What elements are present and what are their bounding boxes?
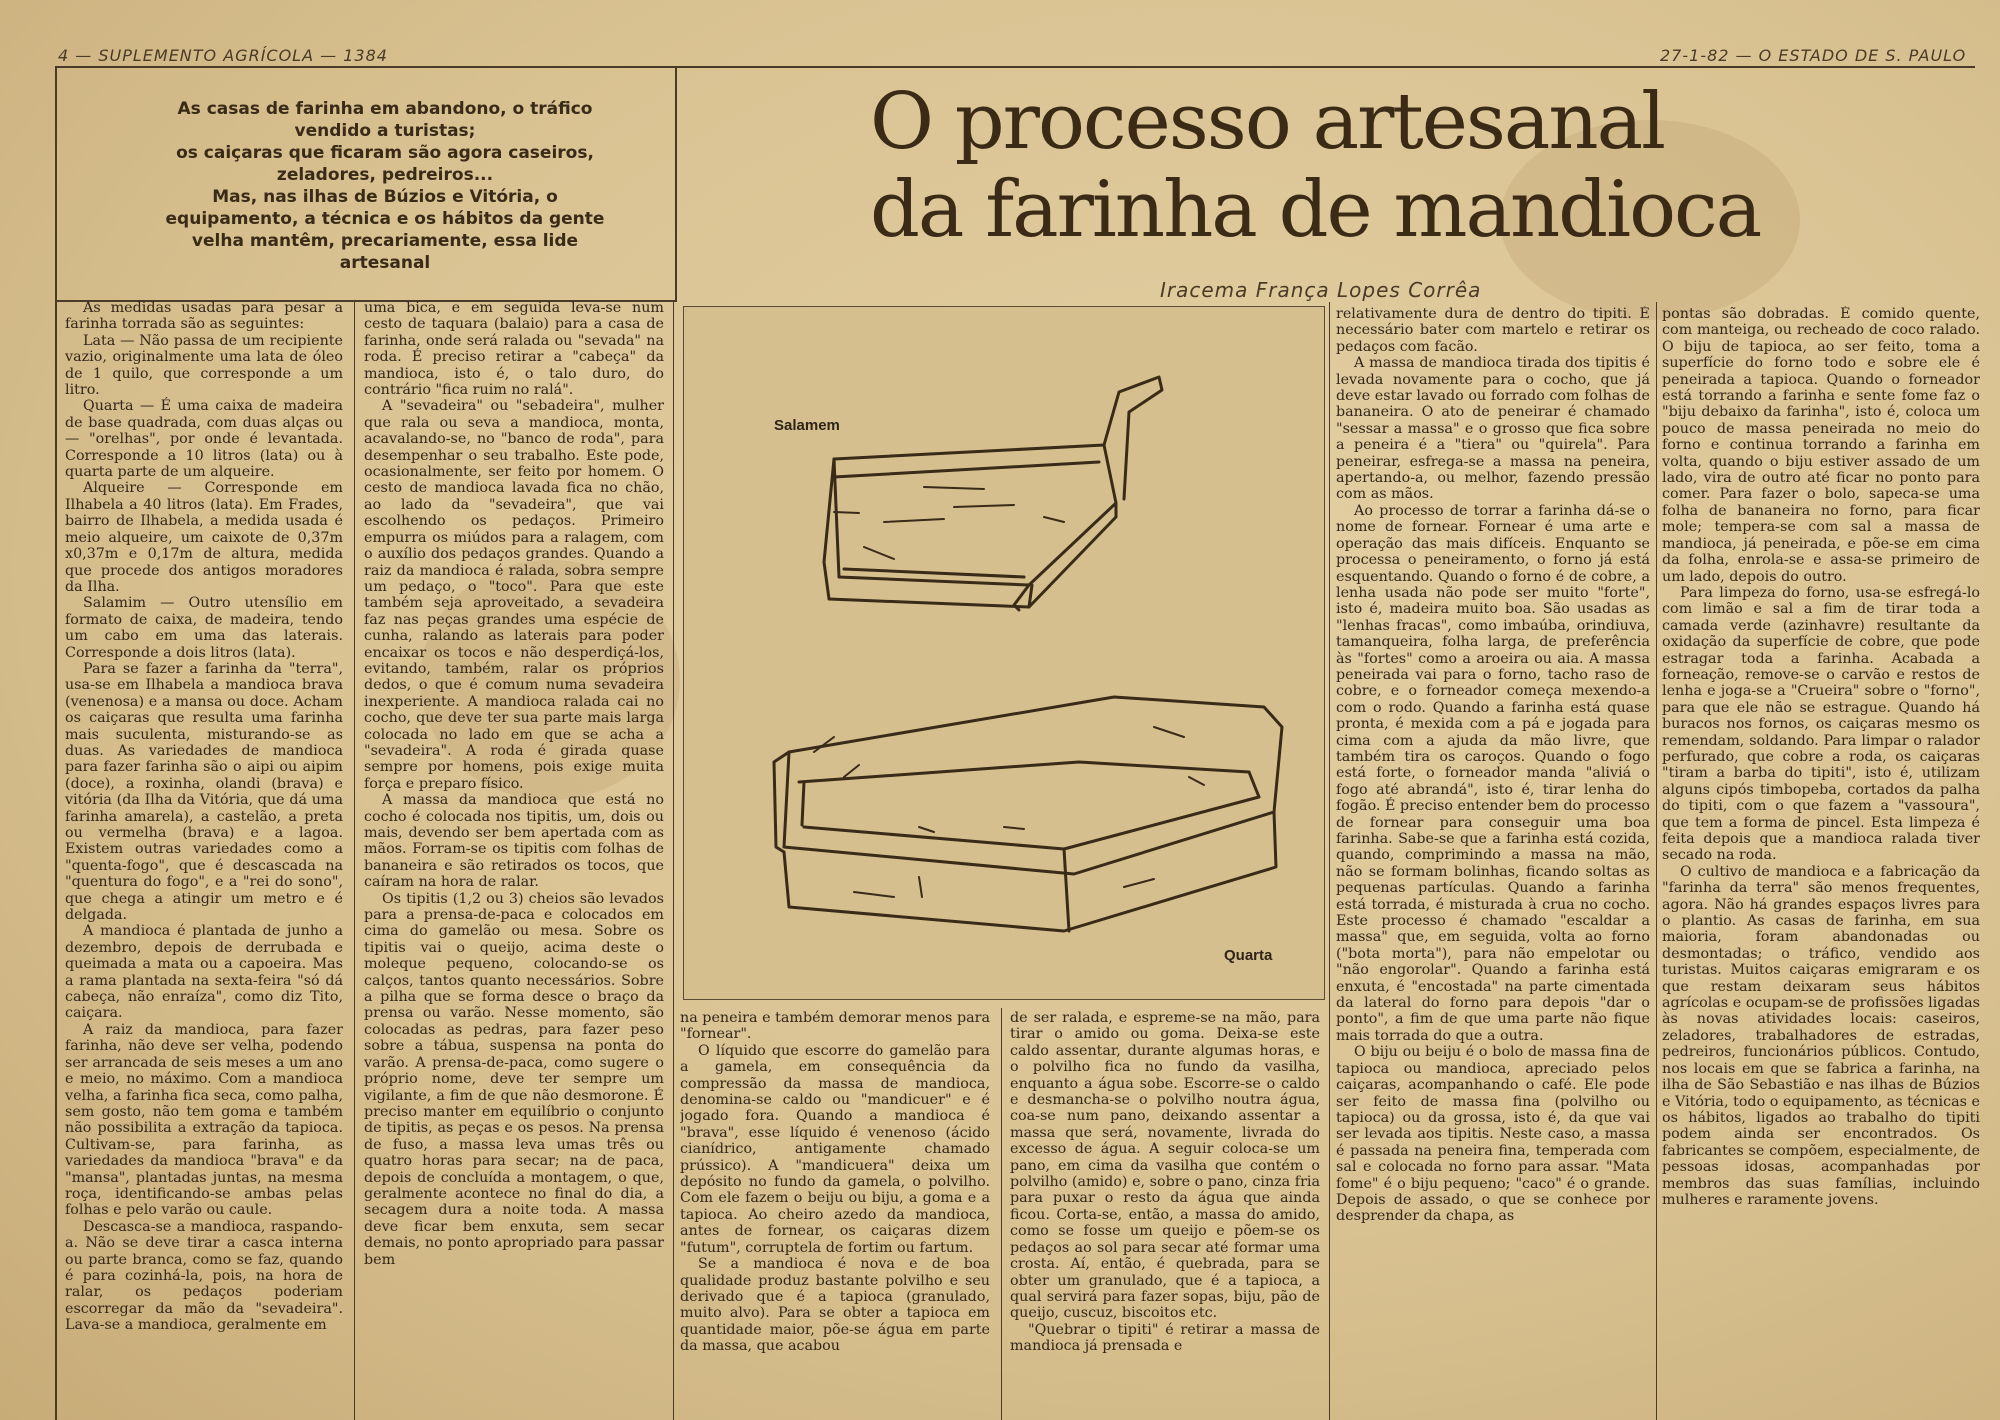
- illustration-label: Quarta: [1224, 947, 1273, 964]
- paragraph: A mandioca é plantada de junho a dezembro, depois de derrubada e queimada a mata ou a capoeira. Mas a rama plantada na sexta-feira "só dá cabeça, não enraíza", como diz Tito, caiçara.: [65, 923, 343, 1022]
- paragraph: Ao processo de torrar a farinha dá-se o nome de fornear. Fornear é uma arte e operação das mais difíceis. Enquanto se processa o peneiramento, o forno já está esquentando. Quando o forno é de cobre, a lenha usada não pode ser muito "forte", isto é, madeira muito boa. São usadas as "lenhas fracas", como imbaúba, orindiuva, tamanqueira, folha larga, de preferência às "fortes" como a aroeira ou aia. A massa peneirada vai para o forno, tacho raso de cobre, e o forneador começa mexendo-a com o rodo. Quando a farinha está quase pronta, é mexida com a pá e jogada para cima com a ajuda da mão livre, que também tira os caroços. Quando o fogo está forte, o forneador manda "aliviá o fogo até abrandá", isto é, tirar lenha do fogão. É preciso entender bem do processo de fornear para conseguir uma boa farinha. Sabe-se que a farinha está cozida, quando, comprimindo a massa na mão, não se formam bolinhas, ficando soltas as pequenas partículas. Quando a farinha está torrada, é misturada à crua no cocho. Este processo é chamado "escaldar a massa" que, em seguida, volta ao forno ("bota morta"), para não empelotar ou "não engorolar". Quando a farinha está enxuta, é "encostada" na parte cimentada da lateral do forno para depois "dar o ponto", a fim de que uma parte não fique mais torrada do que a outra.: [1336, 502, 1650, 1044]
- paragraph: Para limpeza do forno, usa-se esfregá-lo com limão e sal a fim de tirar toda a camada verde (azinhavre) resultante da oxidação da superfície de cobre, que pode estragar toda a farinha. Acabada a forneação, remove-se o carvão e restos de lenha e joga-se a "Crueira" sobre o "forno", para que ele não se estrague. Quando há buracos nos fornos, os caiçaras mesmo os remendam, soldando. Para limpar o ralador perfurado, que cobre a roda, os caiçaras "tiram a barba do tipiti", isto é, utilizam alguns cipós timbopeba, cortados da palha do tipiti, com o que fazem a "vassoura", que tem a forma de pincel. Esta limpeza é feita depois que a mandioca ralada tiver secado na roda.: [1662, 584, 1980, 864]
- article-deck: As casas de farinha em abandono, o tráfico vendido a turistas; os caiçaras que ficaram são agora caseiros, zeladores, pedreiros... Mas, nas ilhas de Búzios e Vitória, o equipamento, a técnica e os hábitos da gente velha mantêm, precariamente, essa lide artesanal: [165, 99, 605, 273]
- paragraph: Salamim — Outro utensílio em formato de caixa, de madeira, tendo um cabo em uma das laterais. Corresponde a dois litros (lata).: [65, 595, 343, 661]
- header-rule: [55, 66, 1975, 68]
- column-2: [364, 300, 664, 1420]
- column-3: [680, 1010, 990, 1420]
- paragraph: Para se fazer a farinha da "terra", usa-se em Ilhabela a mandioca brava (venenosa) e a mansa ou doce. Acham os caiçaras que resulta uma farinha mais suculenta, misturando-se as duas. As variedades de mandioca para fazer farinha são o aipi ou aipim (doce), a roxinha, olandi (brava) e vitória (da Ilha da Vitória, que dá uma farinha amarela), a castelão, a preta ou vermelha (brava) e a lagoa. Existem outras variedades como a "quenta-fogo", que é descascada na "quentura do fogo", e a "rei do sono", que chega a atingir um metro e é delgada.: [65, 660, 343, 924]
- left-rule: [55, 66, 57, 1420]
- paragraph: relativamente dura de dentro do tipiti. É necessário bater com martelo e retirar os pedaços com facão.: [1336, 306, 1650, 355]
- deck-divider: [675, 66, 677, 302]
- paragraph: Descasca-se a mandioca, raspando-a. Não se deve tirar a casca interna ou parte branca, como se faz, quando é para cozinhá-la, pois, na hora de ralar, os pedaços poderiam escorregar da mão da "sevadeira". Lava-se a mandioca, geralmente em: [65, 1218, 343, 1334]
- paragraph: Quarta — É uma caixa de madeira de base quadrada, com duas alças ou — "orelhas", por onde é levantada. Corresponde a 10 litros (lata) ou à quarta parte de um alqueire.: [65, 398, 343, 481]
- illustration-label: Salamem: [774, 417, 840, 434]
- paragraph: uma bica, e em seguida leva-se num cesto de taquara (balaio) para a casa de farinha, onde será ralada ou "sevada" na roda. É preciso retirar a "cabeça" da mandioca, isto é, o talo duro, do contrário "fica ruim no ralá".: [364, 300, 664, 399]
- paragraph: A raiz da mandioca, para fazer farinha, não deve ser velha, podendo ser arrancada de seis meses a um ano e meio, no máximo. Com a mandioca velha, a farinha fica seca, como palha, sem gosto, não tem goma e também não possibilita a extração da tapioca. Cultivam-se, para farinha, as variedades da mandioca "brava" e da "mansa", plantadas juntas, na mesma roça, identificando-se ambas pelas folhas e pelo varão ou caule.: [65, 1021, 343, 1219]
- column-4: [1010, 1010, 1320, 1420]
- paragraph: de ser ralada, e espreme-se na mão, para tirar o amido ou goma. Deixa-se este caldo assentar, durante algumas horas, e o polvilho fica no fundo da vasilha, enquanto a água sobe. Escorre-se o caldo e desmancha-se o polvilho noutra água, coa-se num pano, deixando assentar a massa que será, novamente, livrada do excesso de água. A seguir coloca-se um pano, em cima da vasilha que contém o polvilho (amido) e, sobre o pano, cinza fria para puxar o resto da água que ainda ficou. Corta-se, então, a massa do amido, como se fosse um queijo e põem-se os pedaços ao sol para secar até formar uma crosta. Aí, então, é quebrada, para se obter um granulado, que é a tapioca, a qual servirá para fazer sopas, biju, pão de queijo, cuscuz, biscoitos etc.: [1010, 1010, 1320, 1322]
- column-5: [1336, 306, 1650, 1420]
- paragraph: Os tipitis (1,2 ou 3) cheios são levados para a prensa-de-paca e colocados em cima do gamelão ou mesa. Sobre os tipitis vai o queijo, acima deste o moleque pequeno, colocando-se os calços, tantos quanto necessários. Sobre a pilha que se forma desce o braço da prensa ou varão. Nesse momento, são colocadas as pedras, para fazer peso sobre a tábua, suspensa na ponta do varão. A prensa-de-paca, como sugere o próprio nome, deve ter sempre um vigilante, a fim de que não desmorone. É preciso manter em equilíbrio o conjunto de tipitis, as peças e os pesos. Na prensa de fuso, a massa leva umas três ou quatro horas para secar; na de paca, depois de concluída a montagem, o que, geralmente acontece no final do dia, a secagem dura a noite toda. A massa deve ficar bem enxuta, sem secar demais, no ponto apropriado para passar bem: [364, 890, 664, 1268]
- paragraph: O cultivo de mandioca e a fabricação da "farinha da terra" são menos frequentes, agora. Não há grandes espaços livres para o plantio. As casas de farinha, em sua maioria, foram abandonadas ou desmontadas; o tráfico, vendido aos turistas. Muitos caiçaras emigraram e os que restam deixaram seus hábitos agrícolas e ocupam-se de profissões ligadas às novas atividades locais: caseiros, zeladores, trabalhadores de estradas, pedreiros, funcionários públicos. Contudo, nos locais em que se fabrica a farinha, na ilha de São Sebastião e nas ilhas de Búzios e Vitória, todo o equipamento, as técnicas e os hábitos, ligados ao trabalho do tipiti podem ainda ser encontrados. Os fabricantes se compõem, especialmente, de pessoas idosas, acompanhadas por membros das suas famílias, incluindo mulheres e raramente jovens.: [1662, 863, 1980, 1208]
- column-divider: [673, 302, 674, 1420]
- column-1: [65, 300, 343, 1420]
- illustration-panel: [683, 306, 1325, 1000]
- column-divider: [1656, 302, 1657, 1420]
- column-divider: [1001, 1008, 1002, 1420]
- paragraph: pontas são dobradas. É comido quente, com manteiga, ou recheado de coco ralado. O biju de tapioca, ao ser feito, toma a superfície do forno todo e sobre ele é peneirada a tapioca. Quando o forneador está torrando a farinha e sente fome faz o "biju debaixo da farinha", isto é, coloca um pouco de massa peneirada no meio do forno e continua torrando a farinha em volta, quando o biju estiver assado de um lado, vira de outro até ficar no ponto para comer. Para fazer o bolo, sapeca-se uma folha de bananeira no forno, para ficar mole; tempera-se com sal a massa de mandioca, já peneirada, e põe-se em cima da folha, enrola-se e assa-se primeiro de um lado, depois do outro.: [1662, 306, 1980, 585]
- paragraph: Lata — Não passa de um recipiente vazio, originalmente uma lata de óleo de 1 quilo, que corresponde a um litro.: [65, 332, 343, 399]
- column-6: [1662, 306, 1980, 1420]
- paragraph: A massa de mandioca tirada dos tipitis é levada novamente para o cocho, que já deve estar lavado ou forrado com folhas de bananeira. O ato de peneirar é chamado "sessar a massa" e o grosso que fica sobre a peneira é a "tiera" ou "quirela". Para peneirar, esfrega-se a massa na peneira, apertando-a, ou melhor, fazendo pressão com as mãos.: [1336, 355, 1650, 503]
- paragraph: A massa da mandioca que está no cocho é colocada nos tipitis, um, dois ou mais, devendo ser bem apertada com as mãos. Forram-se os tipitis com folhas de bananeira e são retirados os tocos, que caíram na hora de ralar.: [364, 792, 664, 891]
- byline: Iracema França Lopes Corrêa: [1160, 278, 1482, 302]
- paragraph: As medidas usadas para pesar a farinha torrada são as seguintes:: [65, 300, 343, 333]
- column-divider: [1329, 302, 1330, 1420]
- box-sketch-illustration: [684, 307, 1324, 999]
- paragraph: Se a mandioca é nova e de boa qualidade produz bastante polvilho e seu derivado que é a tapioca (granulado, muito alvo). Para se obter a tapioca em quantidade maior, põe-se água em parte da massa, que acabou: [680, 1256, 990, 1355]
- paragraph: O biju ou beiju é o bolo de massa fina de tapioca ou mandioca, apreciado pelos caiçaras, acompanhando o café. Ele pode ser feito de massa fina (polvilho ou tapioca) ou da grossa, isto é, da que vai ser levada aos tipitis. Neste caso, a massa é passada na peneira fina, temperada com sal e colocada no forno para assar. "Mata fome" é o biju pequeno; "caco" é o grande. Depois de assado, o que se conhece por desprender da chapa, as: [1336, 1044, 1650, 1225]
- paragraph: Alqueire — Corresponde em Ilhabela a 40 litros (lata). Em Frades, bairro de Ilhabela, a medida usada é meio alqueire, um caixote de 0,37m x0,37m e 0,17m de altura, medida que procede dos antigos moradores da Ilha.: [65, 480, 343, 595]
- paragraph: "Quebrar o tipiti" é retirar a massa de mandioca já prensada e: [1010, 1321, 1320, 1355]
- header-right: 27-1-82 — O ESTADO DE S. PAULO: [1660, 46, 1967, 65]
- article-title: O processo artesanal da farinha de mandioca: [870, 77, 1761, 255]
- paragraph: A "sevadeira" ou "sebadeira", mulher que rala ou seva a mandioca, monta, acavalando-se, no "banco de roda", para desempenhar o seu trabalho. Este pode, ocasionalmente, ser feito por homem. O cesto de mandioca lavada fica no chão, ao lado da "sevadeira", que vai escolhendo os pedaços. Primeiro empurra os miúdos para a ralagem, com o auxílio dos pedaços grandes. Quando a raiz da mandioca é ralada, sobra sempre um pedaço, o "toco". Para que este também seja aproveitado, a sevadeira faz nas peças grandes uma espécie de cunha, ralando as laterais para poder encaixar os tocos e não desperdiçá-los, evitando, também, ralar os próprios dedos, o que é comum numa sevadeira inexperiente. A mandioca ralada cai no cocho, que deve ter sua parte mais larga colocada no lado em que se acha a "sevadeira". A roda é girada quase sempre por homens, pois exige muita força e preparo físico.: [364, 398, 664, 792]
- paragraph: O líquido que escorre do gamelão para a gamela, em consequência da compressão da massa de mandioca, denomina-se caldo ou "mandicuer" e é jogado fora. Quando a mandioca é "brava", esse líquido é venenoso (ácido cianídrico, antigamente chamado prússico). A "mandicuera" deixa um depósito no fundo da gamela, o polvilho. Com ele fazem o beiju ou biju, a goma e a tapioca. Ao cheiro azedo da mandioca, antes de fornear, os caiçaras dizem "futum", corruptela de fortim ou fartum.: [680, 1042, 990, 1256]
- column-divider: [354, 302, 355, 1420]
- paragraph: na peneira e também demorar menos para "fornear".: [680, 1010, 990, 1043]
- header-left: 4 — SUPLEMENTO AGRÍCOLA — 1384: [58, 46, 388, 65]
